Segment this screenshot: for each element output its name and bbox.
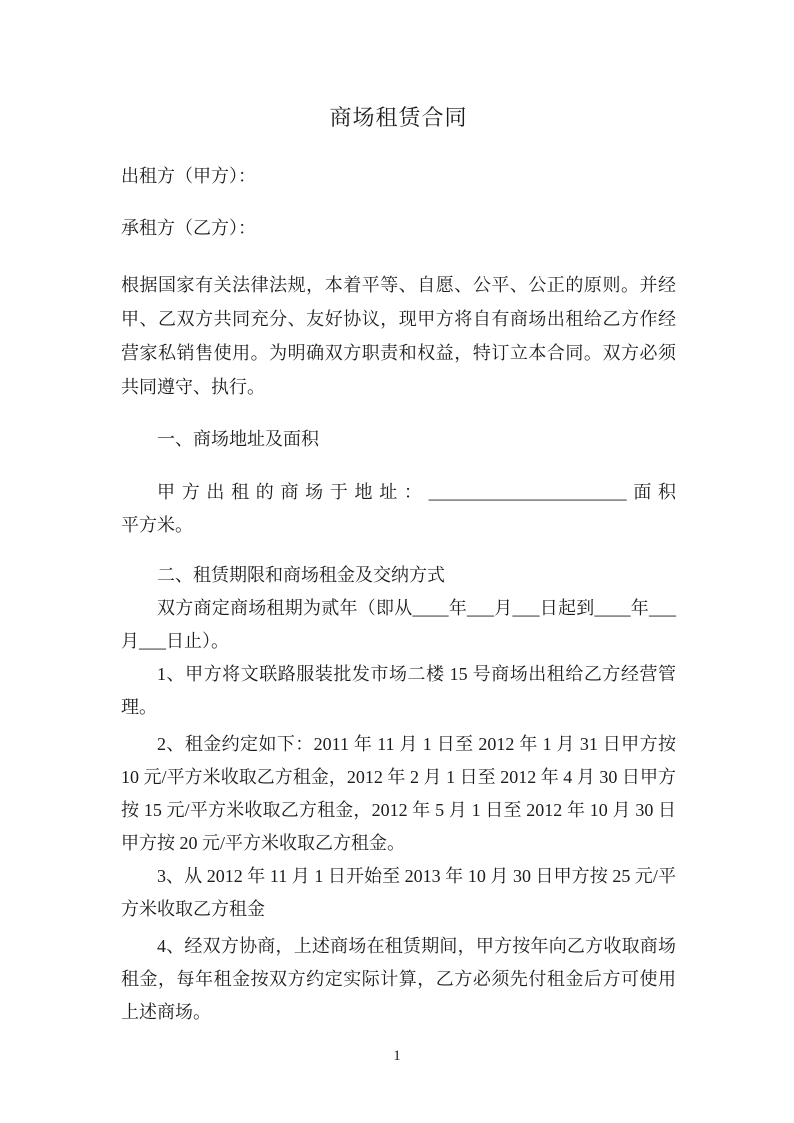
document-body — [121, 101, 676, 1029]
address-prefix-text: 甲方出租的商场于地址： — [157, 482, 429, 502]
lease-term-line: 双方商定商场租期为贰年（即从____年___月___日起到____年___月___日止）。 — [121, 598, 676, 651]
document-title: 商场租赁合同 — [329, 105, 468, 130]
lessee-party-line: 承租方（乙方）： — [121, 218, 256, 238]
lessor-party-line: 出租方（甲方）： — [121, 166, 256, 186]
clause-2-paragraph: 2、租金约定如下：2011 年 11 月 1 日至 2012 年 1 月 31 日甲方按 10 元/平方米收取乙方租金，2012 年 2 月 1 日至 2012 年 4 月 30 日甲方按 15 元/平方米收取乙方租金，2012 年 5 月 1 日至 2012 年 10 月 30 日甲方按 20 元/平方米收取乙方租金。 — [121, 734, 676, 853]
section-1-heading: 一、商场地址及面积 — [157, 429, 319, 449]
area-unit-line: 平方米。 — [121, 515, 193, 535]
preamble-paragraph: 根据国家有关法律法规，本着平等、自愿、公平、公正的原则。并经甲、乙双方共同充分、友好协议，现甲方将自有商场出租给乙方作经营家私销售使用。为明确双方职责和权益，特订立本合同。双方必须共同遵守、执行。 — [121, 275, 676, 397]
address-line — [121, 476, 676, 509]
clause-4-paragraph: 4、经双方协商，上述商场在租赁期间，甲方按年向乙方收取商场租金，每年租金按双方约定实际计算，乙方必须先付租金后方可使用上述商场。 — [121, 936, 676, 1022]
address-suffix-text: 面积 — [626, 482, 677, 502]
address-fill-in-blank: ______________________ — [428, 482, 627, 502]
section-2-heading: 二、租赁期限和商场租金及交纳方式 — [157, 565, 445, 585]
clause-3-paragraph: 3、从 2012 年 11 月 1 日开始至 2013 年 10 月 30 日甲方按 25 元/平方米收取乙方租金 — [121, 866, 676, 919]
page-number: 1 — [393, 1048, 401, 1064]
clause-1-paragraph: 1、甲方将文联路服装批发市场二楼 15 号商场出租给乙方经营管理。 — [121, 664, 676, 717]
